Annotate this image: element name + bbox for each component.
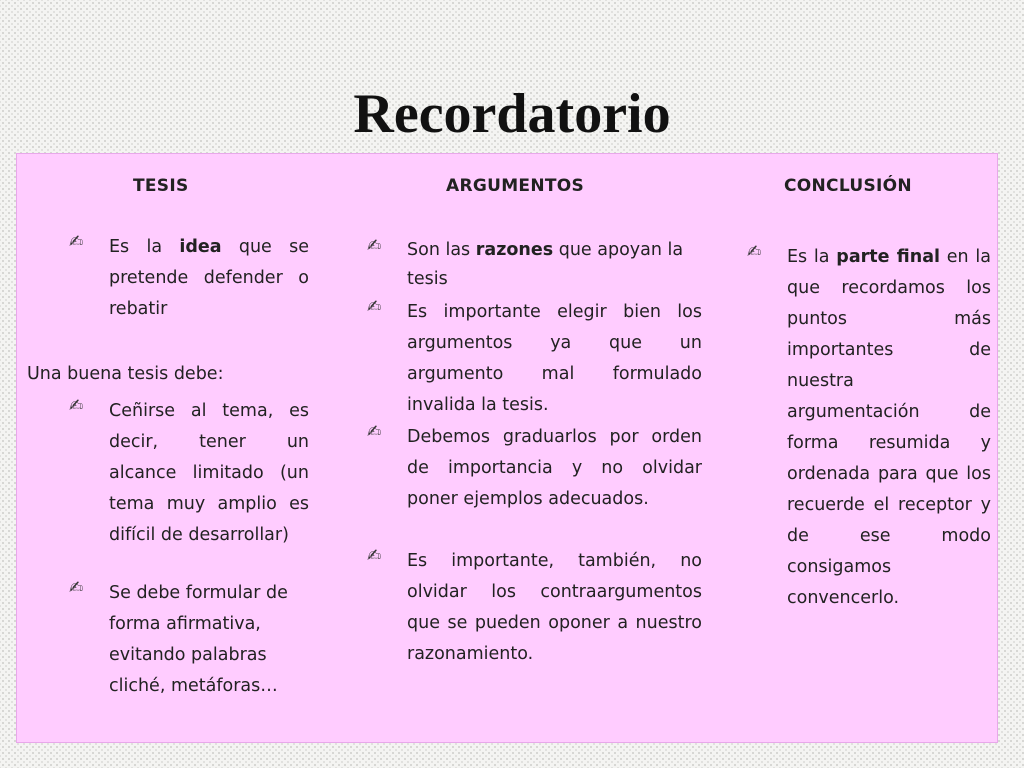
writing-hand-icon: ✍ <box>69 578 84 598</box>
column-conclusion <box>741 154 999 742</box>
tesis-definition-text: Es la idea que se pretende defender o rebatir <box>109 237 309 319</box>
summary-table <box>16 153 998 743</box>
conclusion-definition-text: Es la parte final en la que recordamos los puntos más importantes de nuestra argumentación de forma resumida y ordenada para que los recuerde el receptor y de ese modo consigamos convencerlo. <box>787 247 992 608</box>
writing-hand-icon: ✍ <box>367 422 382 442</box>
writing-hand-icon: ✍ <box>367 546 382 566</box>
writing-hand-icon: ✍ <box>747 242 762 262</box>
argumentos-order-text: Debemos graduarlos por orden de importancia y no olvidar poner ejemplos adecuados. <box>407 427 702 509</box>
writing-hand-icon: ✍ <box>69 396 84 416</box>
column-tesis <box>17 154 335 742</box>
writing-hand-icon: ✍ <box>69 232 84 252</box>
argumentos-choice-text: Es importante elegir bien los argumentos ya que un argumento mal formulado invalida la tesis. <box>407 302 702 415</box>
tesis-intro: Una buena tesis debe: <box>27 364 224 384</box>
slide-title: Recordatorio <box>353 83 671 145</box>
writing-hand-icon: ✍ <box>367 297 382 317</box>
column-heading-argumentos: ARGUMENTOS <box>446 176 585 196</box>
tesis-scope-text: Ceñirse al tema, es decir, tener un alcance limitado (un tema muy amplio es difícil de desarrollar) <box>109 401 309 545</box>
column-argumentos <box>357 154 707 742</box>
tesis-form-text: Se debe formular de forma afirmativa, evitando palabras cliché, metáforas… <box>109 583 288 696</box>
column-heading-conclusion: CONCLUSIÓN <box>784 176 912 196</box>
argumentos-counter-text: Es importante, también, no olvidar los contraargumentos que se pueden oponer a nuestro razonamiento. <box>407 551 702 664</box>
writing-hand-icon: ✍ <box>367 236 382 256</box>
column-heading-tesis: TESIS <box>133 176 189 196</box>
argumentos-definition-text: Son las razones que apoyan la tesis <box>407 240 684 289</box>
